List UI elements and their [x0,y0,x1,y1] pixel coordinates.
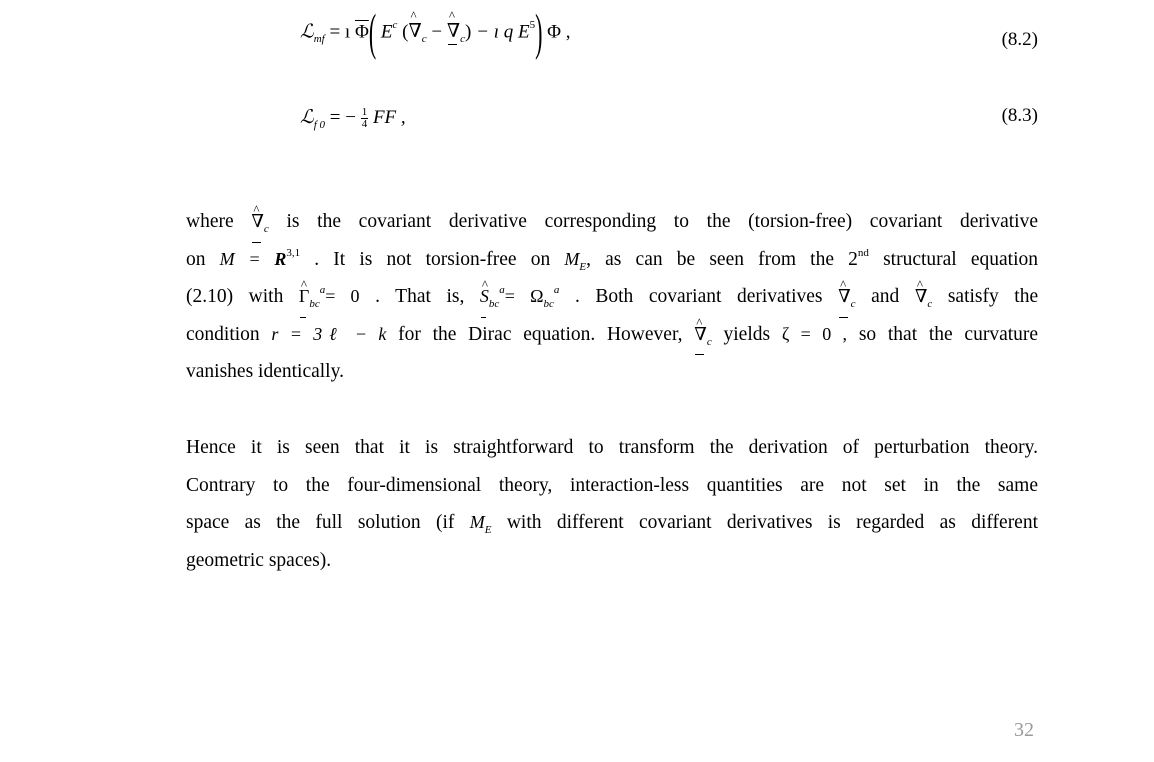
right-paren: ) [535,3,543,61]
paragraph-1-line-2: on M = R$^{3,1}$ . It is not torsion-free on $M_E$, as can be seen from the 2nd structural equation [186,246,1039,273]
paragraph-2 [186,429,1038,579]
left-paren: ( [368,3,377,61]
phi-tail: Φ , [547,21,571,43]
minus-operator: − [426,21,447,43]
equation-number: (8.2) [1001,29,1038,50]
lagrangian-subscript: f 0 [313,119,325,131]
nabla-hat: ^ ∇ [408,20,421,43]
paragraph-1-line-3: (2.10) with ^ $\Gamma_{bc}^a= 0$ . That is, ^ $S_{bc}^a= \Omega_{bc}^a$ . Both covariant derivatives ^ $\nabla_c$ and ^ $\nabla_c$ satisfy the [186,278,1038,316]
lagrangian-subscript: mf [313,33,325,46]
paragraph-2-line-1: Hence it is seen that it is straightforward to transform the derivation of perturbation theory. [186,437,1038,458]
equation-operator: = ı [329,21,355,43]
nabla-hat-underlined: ^ ∇ [694,316,707,354]
superscript: c [392,19,398,32]
lagrangian-symbol: ℒ [300,21,314,43]
equation-operator: = − [329,107,361,128]
equation-number: (8.3) [1001,105,1038,126]
paragraph-1-line-5: vanishes identically. [186,361,344,383]
equation-tail: FF , [372,107,406,128]
equation-tail: − ı q E [471,21,530,43]
paragraph-2-line-4: geometric spaces). [186,549,332,571]
page-number: 32 [1014,719,1034,741]
s-hat: ^ S [480,278,489,316]
nabla-hat: ^ ∇ [915,278,928,316]
fraction: $\frac{1}{4}$ [361,106,368,131]
equation-8-3-body [300,106,406,130]
nabla-hat-underlined: ^ ∇ [447,20,460,43]
lagrangian-symbol: ℒ [300,107,314,128]
equation-8-2 [300,3,1038,72]
phi-bar: $\overline{\Phi}$ [354,21,369,43]
equation-8-3 [300,98,1038,158]
paragraph-2-line-2: Contrary to the four-dimensional theory, interaction-less quantities are not set in the same [186,474,1038,496]
nabla-hat-underlined: ^ ∇ [251,203,264,241]
nabla-hat-underlined: ^ ∇ [838,278,851,316]
gamma-hat: ^ Γ [299,278,309,316]
paragraph-1-line-4: condition r = 3ℓ − k for the Dirac equation. However, ^ $\nabla_c$ yields ζ = 0 , so that the curvature [186,316,1038,354]
subscript-c: c [460,33,466,46]
gamma-symbol: E [380,21,393,43]
subscript-c: c [421,33,427,46]
equation-8-2-body: ℒ$_{mf}$ = ı $\overline{\Phi}$( $E^c$ (^ $\nabla_c$ − ^ $\nabla_c$) − ı q $E^5$) Φ , [300,20,571,46]
superscript-5: 5 [529,19,536,32]
paragraph-1-line-1: where ^ $\nabla_c$ is the covariant derivative corresponding to the (torsion-free) covariant derivative [186,203,1038,241]
paragraph-2-line-3: space as the full solution (if $M_E$ with different covariant derivatives is regarded as different [186,512,1039,537]
paragraph-1 [186,203,1038,391]
